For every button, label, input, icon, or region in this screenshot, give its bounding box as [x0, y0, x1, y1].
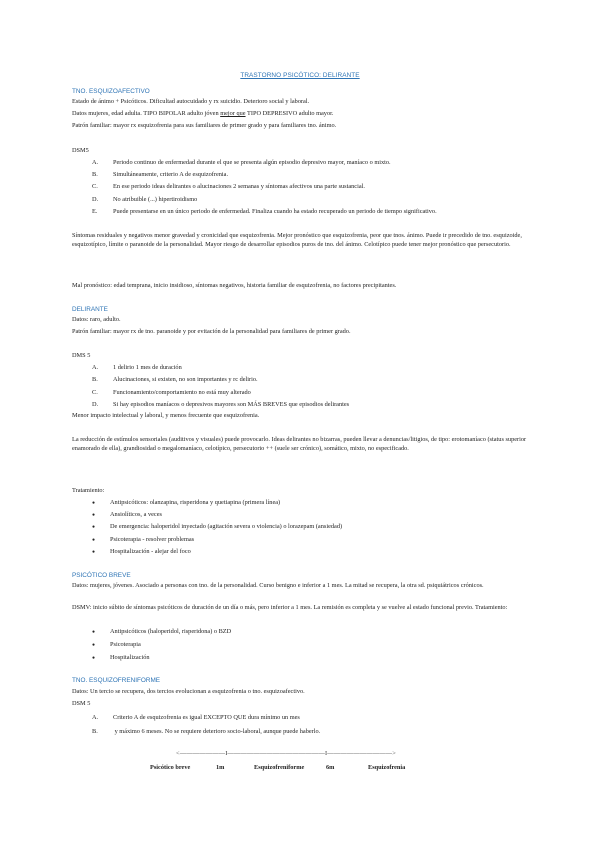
- heading-esquizoafectivo: TNO. ESQUIZOAFECTIVO: [72, 88, 150, 95]
- heading-psicotico-breve: PSICÓTICO BREVE: [72, 572, 131, 579]
- list-item: B. Simultáneamente, criterio A de esquizofrenia.: [92, 171, 229, 178]
- list-item: E. Puede presentarse en un único periodo de enfermedad. Finaliza cuando ha estado recuperado un periodo de tiempo significativo.: [92, 208, 437, 215]
- tratamiento-label: Tratamiento:: [72, 487, 105, 494]
- delirante-line-1: Datos: raro, adulto.: [72, 316, 121, 323]
- bullet-item: ● Psicoterapia - resolver problemas: [92, 536, 195, 543]
- list-item: A. 1 delirio 1 mes de duración: [92, 364, 182, 371]
- paragraph-breve-datos: Datos: mujeres, jóvenes. Asociado a personas con tno. de la personalidad. Curso benigno e inferior a 1 mes. La mitad se recupera, la otra sd. psiquiátricos crónicos.: [72, 582, 484, 589]
- bullet-icon: ●: [92, 630, 96, 635]
- bullet-item: ● Antipsicóticos (haloperidol, risperidona) o BZD: [92, 628, 232, 635]
- list-item: C. En ese periodo ideas delirantes o alucinaciones 2 semanas y síntomas afectivos una parte sustancial.: [92, 183, 365, 190]
- bullet-item: ● Antipsicóticos: olanzapina, risperidona y quetiapina (primera línea): [92, 499, 281, 506]
- esquizoafectivo-line-3: Patrón familiar: mayor rx esquizofrenia para sus familiares de primer grado y para familiares tno. ánimo.: [72, 122, 337, 129]
- delirante-line-2: Patrón familiar: mayor rx de tno. paranoide y por evitación de la personalidad para familiares de primer grado.: [72, 328, 351, 335]
- timeline-label-1m: 1m: [216, 764, 225, 771]
- timeline-arrow: <———————I———————————————I——————————>: [176, 750, 396, 757]
- list-item: A. Criterio A de esquizofrenia es igual EXCEPTO QUE dura mínimo un mes: [92, 714, 300, 721]
- esquizoafectivo-line-1: Estado de ánimo + Psicóticos. Dificultad autocuidado y rx suicidio. Deterioro social y laboral.: [72, 98, 310, 105]
- list-item: D. No atribuible (...) hipertiroidismo: [92, 196, 198, 203]
- timeline-label-esquizofrenia: Esquizofrenia: [368, 764, 406, 771]
- bullet-icon: ●: [92, 525, 96, 530]
- list-item: A. Periodo continuo de enfermedad durante el que se presenta algún episodio depresivo mayor, maníaco o mixto.: [92, 159, 391, 166]
- bullet-item: ● Ansiolíticos, a veces: [92, 511, 162, 518]
- list-item: D. Si hay episodios maníacos o depresivos mayores son MÁS BREVES que episodios delirantes: [92, 401, 350, 408]
- bullet-icon: ●: [92, 501, 96, 506]
- bullet-item: ● De emergencia: haloperidol inyectado (agitación severa o violencia) o lorazepam (ansiedad): [92, 523, 343, 530]
- document-title: TRASTORNO PSICÓTICO: DELIRANTE: [240, 72, 360, 79]
- heading-esquizofreniforme: TNO. ESQUIZOFRENIFORME: [72, 677, 161, 684]
- timeline-label-esquizofreniforme: Esquizofreniforme: [254, 764, 305, 771]
- delirante-after-list: Menor impacto intelectual y laboral, y menos frecuente que esquizofrenia.: [72, 412, 260, 419]
- line-2-underlined: mejor que: [220, 110, 246, 117]
- dsm-label: DSM 5: [72, 700, 91, 707]
- bullet-item: ● Hospitalización: [92, 654, 150, 661]
- esquizoafectivo-line-2: [72, 110, 333, 119]
- line-2-pre: Datos mujeres, edad adulta. TIPO BIPOLAR adulto jóven: [72, 110, 221, 117]
- bullet-item: ● Psicoterapia: [92, 641, 141, 648]
- dsm-label: DSM5: [72, 147, 89, 154]
- paragraph-breve-dsm: DSMV: inicio súbito de síntomas psicóticos de duración de un día o más, pero inferior a 1 mes. La remisión es completa y se vuelve al estado funcional previo. Tratamiento:: [72, 604, 508, 611]
- timeline-label-breve: Psicótico breve: [150, 764, 191, 771]
- paragraph-delirante: La reducción de estímulos sensoriales (auditivos y visuales) puede provocarlo. Ideas delirantes no bizarras, pueden llevar a denuncias/litigios, de tipo: erotomaníaco (status superior enamorado de ella), grandiosidad o megalomaníaco, celotípico, persecutorio ++ (suele ser crónico), somático, mixto, no especificado.: [72, 436, 527, 452]
- bullet-item: ● Hospitalización - alejar del foco: [92, 548, 191, 555]
- list-item: C. Funcionamiento/comportamiento no está muy alterado: [92, 389, 251, 396]
- dsm-label: DMS 5: [72, 352, 91, 359]
- paragraph-mal-pronostico: Mal pronóstico: edad temprana, inicio insidioso, síntomas negativos, historia familiar de esquizofrenia, no factores precipitantes.: [72, 282, 397, 289]
- esquizofreniforme-line-1: Datos: Un tercio se recupera, dos tercios evolucionan a esquizofrenia o tno. esquizoafectivo.: [72, 688, 305, 695]
- bullet-icon: ●: [92, 550, 96, 555]
- paragraph-pronostico: Síntomas residuales y negativos menor gravedad y cronicidad que esquizofrenia. Mejor pronóstico que esquizofrenia, peor que tnos. ánimo. Puede ir precedido de tno. esquizoide, esquizotípico, límite o paranoide de la personalidad. Mayor riesgo de desarrollar episodios puros de tno. del ánimo. Celotípico puede tener mejor pronóstico que persecutorio.: [72, 232, 522, 248]
- bullet-icon: ●: [92, 513, 96, 518]
- bullet-icon: ●: [92, 538, 96, 543]
- list-item: B. Alucinaciones, si existen, no son importantes y rc delirio.: [92, 376, 258, 383]
- bullet-icon: ●: [92, 656, 96, 661]
- line-2-post: TIPO DEPRESIVO adulto mayor.: [245, 110, 334, 117]
- list-item: B. y máximo 6 meses. No se requiere deterioro socio-laboral, aunque puede haberlo.: [92, 728, 321, 735]
- heading-delirante: DELIRANTE: [72, 306, 108, 313]
- timeline-label-6m: 6m: [326, 764, 335, 771]
- bullet-icon: ●: [92, 643, 96, 648]
